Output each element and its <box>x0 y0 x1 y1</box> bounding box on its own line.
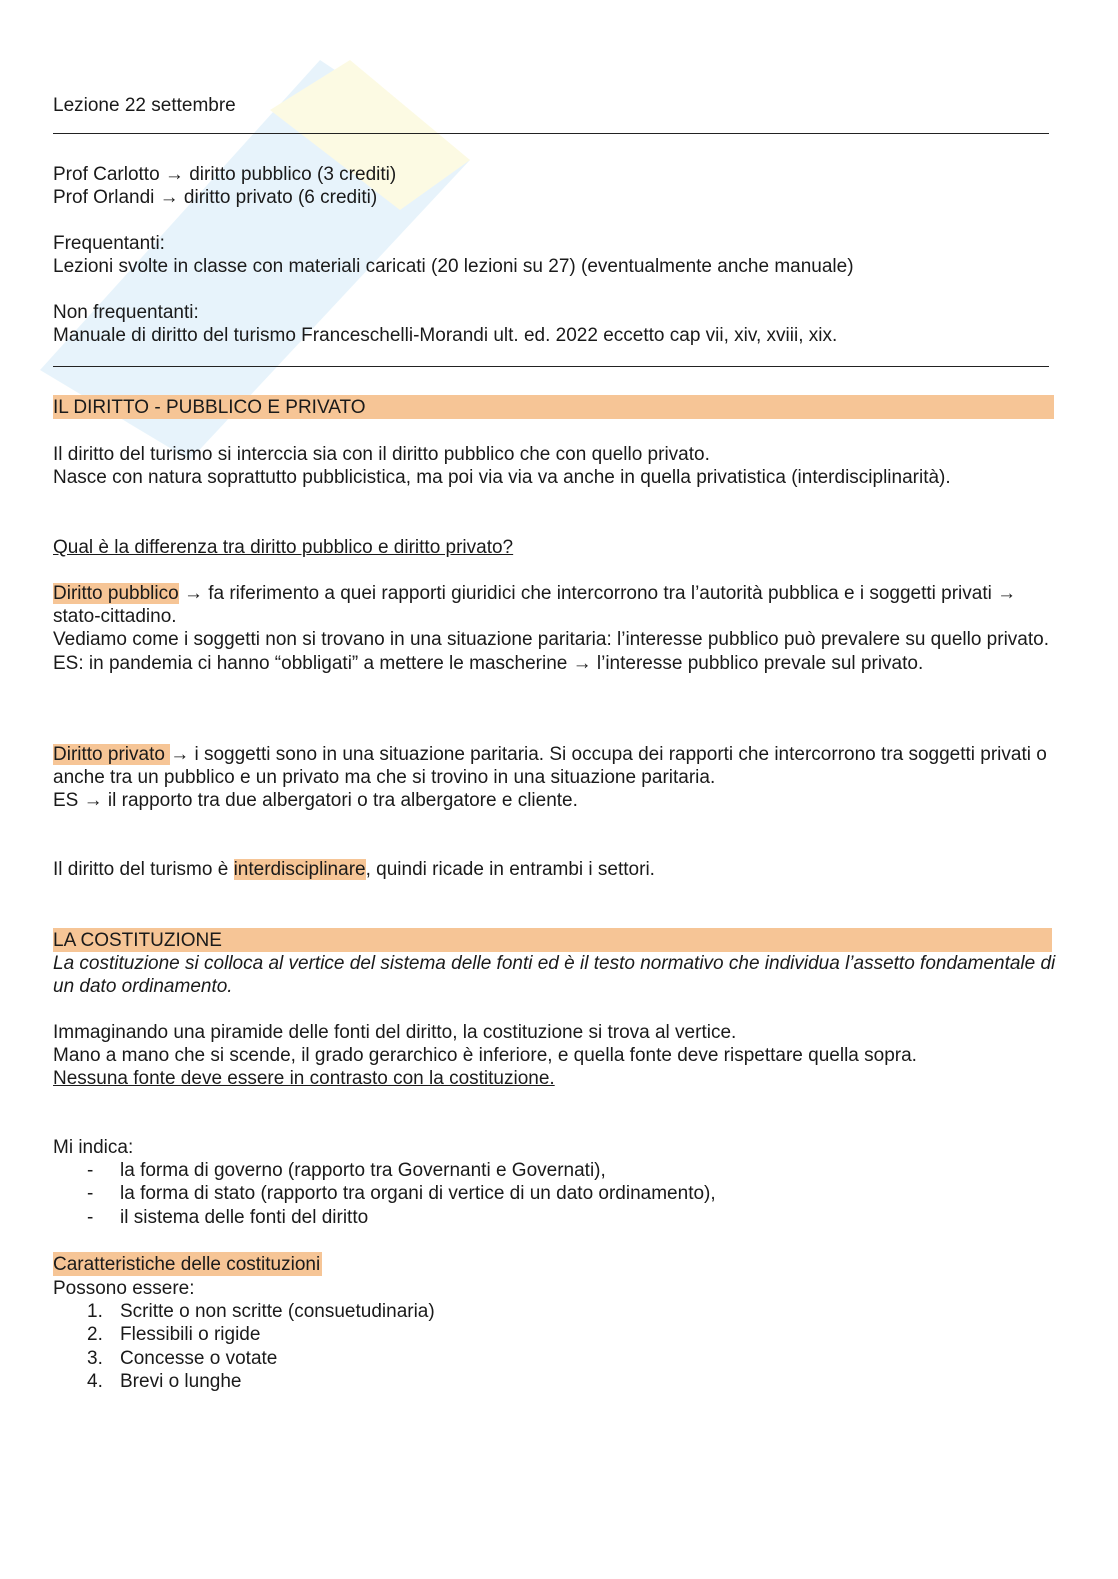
text-line: Vediamo come i soggetti non si trovano in una situazione paritaria: l’interesse pubblico può prevalere su quello privato. <box>53 629 1049 651</box>
text-line: Il diritto del turismo si interccia sia con il diritto pubblico che con quello privato. <box>53 444 710 465</box>
text-line: Nasce con natura soprattutto pubblicistica, ma poi via via va anche in quella privatistica (interdisciplinarità). <box>53 467 951 489</box>
question: Qual è la differenza tra diritto pubblico e diritto privato? <box>53 537 514 558</box>
list-item: - la forma di stato (rapporto tra organi di vertice di un dato ordinamento), <box>87 1183 716 1205</box>
term-highlight: interdisciplinare <box>233 859 366 880</box>
non-frequentanti-text: Manuale di diritto del turismo Franceschelli-Morandi ult. ed. 2022 eccetto cap vii, xiv, xviii, xix. <box>53 325 838 347</box>
frequentanti-label: Frequentanti: <box>53 233 165 254</box>
definition: La costituzione si colloca al vertice del sistema delle fonti ed è il testo normativo che individua l’assetto fondamentale di un dato ordinamento. <box>53 953 1056 998</box>
underlined-statement: Nessuna fonte deve essere in contrasto con la costituzione. <box>53 1068 555 1090</box>
section-heading: LA COSTITUZIONE <box>53 928 1052 952</box>
prof-line: Prof Carlotto → diritto pubblico (3 crediti) <box>53 164 397 185</box>
text: Il diritto del turismo è <box>53 859 234 880</box>
section-heading: IL DIRITTO - PUBBLICO E PRIVATO <box>53 395 1054 419</box>
non-frequentanti-label: Non frequentanti: <box>53 302 199 323</box>
text-line: ES: in pandemia ci hanno “obbligati” a mettere le mascherine → l’interesse pubblico prevale sul privato. <box>53 652 924 674</box>
term-highlight: Diritto pubblico <box>53 583 179 604</box>
frequentanti <box>53 232 1058 278</box>
text-line: Mano a mano che si scende, il grado gerarchico è inferiore, e quella fonte deve rispettare quella sopra. <box>53 1045 917 1067</box>
professors <box>53 163 1058 209</box>
divider <box>53 133 1049 134</box>
paragraph <box>53 443 1058 489</box>
list-item: 1. Scritte o non scritte (consuetudinaria) <box>87 1301 435 1323</box>
indica-list <box>53 1136 1058 1229</box>
frequentanti-text: Lezioni svolte in classe con materiali caricati (20 lezioni su 27) (eventualmente anche manuale) <box>53 256 854 278</box>
term-highlight: Diritto privato <box>53 744 171 765</box>
paragraph <box>53 1021 1058 1091</box>
prof-line: Prof Orlandi → diritto privato (6 crediti) <box>53 187 378 209</box>
diritto-pubblico-paragraph <box>53 582 1058 675</box>
text-line: ES → il rapporto tra due albergatori o tra albergatore e cliente. <box>53 790 578 812</box>
divider <box>53 366 1049 367</box>
caratteristiche-list <box>53 1277 1058 1393</box>
text: → i soggetti sono in una situazione paritaria. Si occupa dei rapporti che intercorrono tra soggetti privati o anche tra un pubblico e un privato ma che si trovino in una situazione paritaria. <box>53 744 1047 789</box>
list-item: 2. Flessibili o rigide <box>87 1324 261 1346</box>
list-item: - la forma di governo (rapporto tra Governanti e Governati), <box>87 1160 606 1182</box>
text: → fa riferimento a quei rapporti giuridici che intercorrono tra l’autorità pubblica e i soggetti privati → stato-cittadino. <box>53 583 1017 628</box>
interdisciplinare-paragraph <box>53 858 1058 881</box>
diritto-privato-paragraph <box>53 743 1058 813</box>
subsection-heading: Caratteristiche delle costituzioni <box>53 1254 321 1275</box>
text-line: Immaginando una piramide delle fonti del diritto, la costituzione si trova al vertice. <box>53 1022 737 1043</box>
list-item: - il sistema delle fonti del diritto <box>87 1206 369 1228</box>
text: , quindi ricade in entrambi i settori. <box>365 859 655 880</box>
list-item: 4. Brevi o lunghe <box>87 1370 242 1392</box>
non-frequentanti <box>53 301 1058 347</box>
list-label: Possono essere: <box>53 1278 195 1299</box>
page-title: Lezione 22 settembre <box>53 95 236 116</box>
list-label: Mi indica: <box>53 1137 134 1158</box>
list-item: 3. Concesse o votate <box>87 1347 278 1369</box>
